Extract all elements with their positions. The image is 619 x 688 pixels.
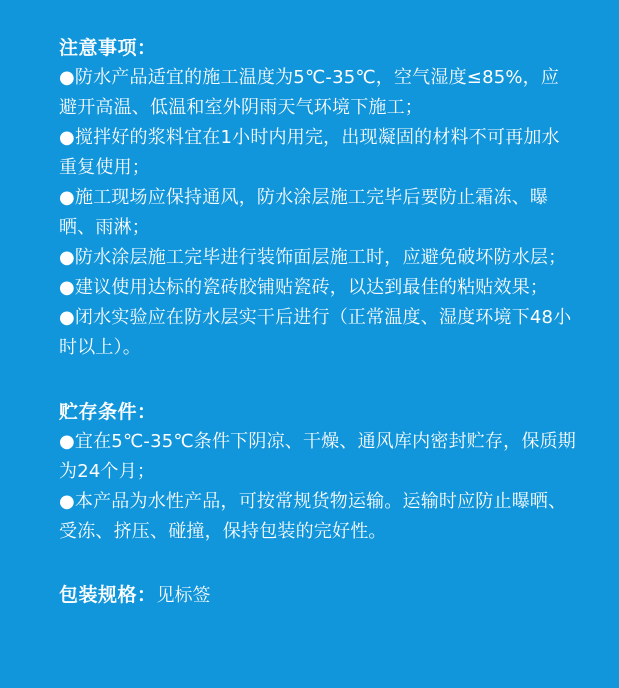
notice-item: ●施工现场应保持通风，防水涂层施工完毕后要防止霜冻、曝晒、雨淋； (59, 187, 549, 238)
packaging-line (59, 580, 577, 611)
packaging-value: 见标签 (156, 585, 211, 606)
storage-item: ●本产品为水性产品，可按常规货物运输。运输时应防止曝晒、受冻、挤压、碰撞，保持包装的完好性。 (59, 491, 567, 542)
notice-item: ●防水涂层施工完毕进行装饰面层施工时，应避免破坏防水层； (59, 247, 567, 268)
notice-item: ●闭水实验应在防水层实干后进行（正常温度、湿度环境下48小时以上）。 (59, 307, 572, 358)
packaging-label: 包装规格： (59, 584, 157, 606)
notice-item: ●搅拌好的浆料宜在1小时内用完，出现凝固的材料不可再加水重复使用； (59, 127, 560, 178)
storage-heading: 贮存条件： (59, 401, 157, 423)
section-spacer (59, 363, 577, 397)
notice-item: ●建议使用达标的瓷砖胶铺贴瓷砖，以达到最佳的粘贴效果； (59, 277, 549, 298)
section-spacer (59, 547, 577, 580)
storage-item: ●宜在5℃-35℃条件下阴凉、干燥、通风库内密封贮存，保质期为24个月； (59, 431, 576, 482)
notice-item: ●防水产品适宜的施工温度为5℃-35℃，空气湿度≤85%，应避开高温、低温和室外阴雨天气环境下施工； (59, 67, 560, 118)
notice-heading: 注意事项： (59, 37, 157, 59)
